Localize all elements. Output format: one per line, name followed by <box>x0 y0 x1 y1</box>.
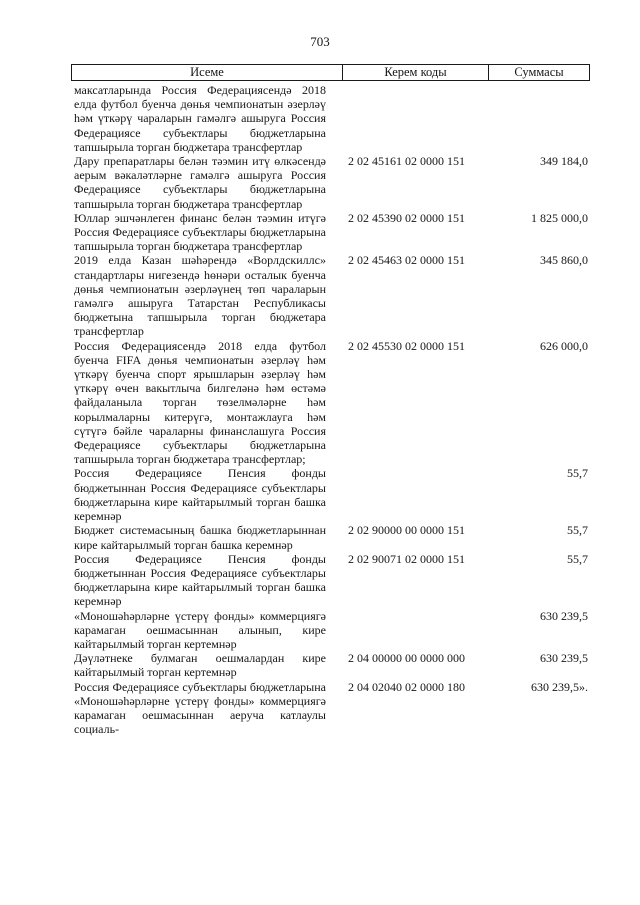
table-row <box>74 154 594 211</box>
table-row <box>74 83 594 154</box>
row-sum: 55,7 <box>567 466 588 481</box>
row-sum: 630 239,5 <box>540 608 588 623</box>
row-sum: 630 239,5». <box>531 679 588 694</box>
row-code: 2 02 45390 02 0000 151 <box>348 210 465 225</box>
table-row <box>74 253 594 338</box>
row-sum: 349 184,0 <box>540 154 588 169</box>
row-code: 2 02 90071 02 0000 151 <box>348 551 465 566</box>
table-row <box>74 466 594 523</box>
row-name: Дару препаратлары белән тәэмин итү өлкәсендә аерым вәкаләтләрне гамәлгә ашыруга Россия Федерациясе субъектлары бюджетларына тапшырыла торган бюджетара трансфертлар <box>74 154 326 211</box>
row-name: 2019 елда Казан шәһәрендә «Ворлдскиллс» стандартлары нигезендә һөнәри осталык буенча дөнья чемпионатын әзерләүнең төп чараларын гамәлгә ашыруга Татарстан Республикасы бюджетына тапшырыла торган бюджетара трансфертлар <box>74 253 326 339</box>
row-name: Дәүләтнеке булмаган оешмалардан кире кайтарылмый торган кертемнәр <box>74 651 326 680</box>
row-code: 2 02 45463 02 0000 151 <box>348 253 465 268</box>
table-row <box>74 523 594 551</box>
row-code: 2 02 90000 00 0000 151 <box>348 523 465 538</box>
row-name: Юллар эшчәнлеген финанс белән тәэмин итүгә Россия Федерациясе субъектлары бюджетларына тапшырыла торган бюджетара трансфертлар <box>74 210 326 254</box>
row-sum: 630 239,5 <box>540 651 588 666</box>
row-name: Россия Федерациясе Пенсия фонды бюджетыннан Россия Федерациясе субъектлары бюджетларына кире кайтарылмый торган башка керемнәр <box>74 551 326 609</box>
row-name: максатларында Россия Федерациясендә 2018 елда футбол буенча дөнья чемпионатын әзерләү һәм үткәрү чараларын гамәлгә ашыруга Россия Федерациясе субъектлары бюджетларына тапшырыла торган бюджетара трансфертлар <box>74 83 326 154</box>
row-sum: 55,7 <box>567 551 588 566</box>
row-sum: 345 860,0 <box>540 253 588 268</box>
row-code: 2 02 45161 02 0000 151 <box>348 154 465 169</box>
table-row <box>74 552 594 609</box>
table-body <box>74 83 594 736</box>
row-code: 2 04 02040 02 0000 180 <box>348 679 465 694</box>
page-number: 703 <box>310 34 330 49</box>
row-sum: 1 825 000,0 <box>531 210 588 225</box>
table-row <box>74 680 594 737</box>
table-header <box>71 64 590 81</box>
column-header-name: Исеме <box>72 65 343 80</box>
row-code: 2 04 00000 00 0000 000 <box>348 651 465 666</box>
table-row <box>74 609 594 652</box>
table-row <box>74 339 594 467</box>
row-sum: 626 000,0 <box>540 338 588 353</box>
column-header-code: Керем коды <box>343 65 489 80</box>
row-name: Бюджет системасының башка бюджетларыннан кире кайтарылмый торган башка керемнәр <box>74 523 326 552</box>
row-name: «Моношәһәрләрне үстерү фонды» коммерциягә карамаган оешмасыннан алынып, кире кайтарылмый торган кертемнәр <box>74 608 326 651</box>
row-name: Россия Федерациясендә 2018 елда футбол буенча FIFA дөнья чемпионатын әзерләү һәм үткәрү буенча спорт ярышларын әзерләү һәм үткәрү өчен вакытлыча билгеләнә һәм өстәмә файдаланыла торган төзелмәләрне һәм корылмаларны китерүгә, монтажлауга һәм сүтүгә бәйле чараларны финанслашуга Россия Федерациясе субъектлары бюджетларына тапшырыла торган бюджетара трансфертлар; <box>74 338 326 467</box>
row-sum: 55,7 <box>567 523 588 538</box>
table-row <box>74 211 594 254</box>
row-name: Россия Федерациясе субъектлары бюджетларына «Моношәһәрләрне үстерү фонды» коммерциягә карамаган оешмасыннан аеруча катлаулы социаль- <box>74 679 326 737</box>
table-row <box>74 651 594 679</box>
row-code: 2 02 45530 02 0000 151 <box>348 338 465 353</box>
column-header-sum: Суммасы <box>514 65 564 79</box>
row-name: Россия Федерациясе Пенсия фонды бюджетыннан Россия Федерациясе субъектлары бюджетларына кире кайтарылмый торган башка керемнәр <box>74 466 326 524</box>
